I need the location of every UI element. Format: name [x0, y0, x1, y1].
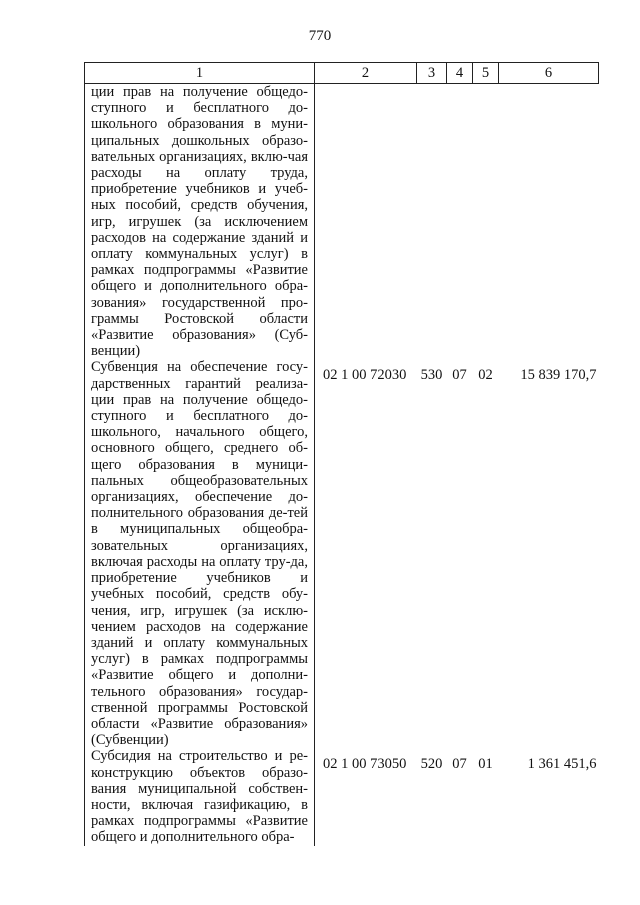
table-header-row: [85, 63, 599, 84]
page-number: 770: [308, 28, 332, 44]
row-amount: 1 361 451,6: [527, 756, 597, 773]
row-subsection: 02: [478, 367, 493, 384]
row-description: Субвенция на обеспечение госу-дарственных гарантий реализа-ции прав на получение общедо-ступного и бесплатного до-школьного, начального общего, основного общего, среднего об-щего образования в муници-пальных общеобразовательных организациях, обеспечение до-полнительного образования де-тей в муниципальных общеобра-зовательных организациях, включая расходы на оплату тру-да, приобретение учебников и учебных пособий, средств обу-чения, игр, игрушек (за исклю-чением расходов на содержание зданий и оплату коммунальных услуг) в рамках подпрограммы «Развитие общего и дополни-тельного образования» государ-ственной программы Ростовской области «Развитие образования» (Субвенции): [85, 359, 315, 748]
column-header-1: 1: [85, 63, 315, 84]
row-amount: [499, 84, 599, 360]
row-amount: 15 839 170,7: [520, 367, 597, 384]
row-description: Субсидия на строительство и ре-конструкцию объектов образо-вания муниципальной собствен-ности, включая газификацию, в рамках подпрограммы «Развитие общего и дополнительного обра-: [85, 748, 315, 845]
row-expense-type: [417, 84, 447, 360]
column-header-6: 6: [499, 63, 599, 84]
row-subsection: [473, 84, 499, 360]
row-code: 02 1 00 72030: [323, 367, 407, 384]
row-section: 07: [452, 756, 467, 773]
row-section: [447, 84, 473, 360]
row-expense-type: 520: [420, 756, 443, 773]
budget-table: [84, 62, 599, 846]
table-row: [85, 748, 599, 845]
table-row: [85, 359, 599, 748]
table-row: [85, 84, 599, 360]
column-header-3: 3: [417, 63, 447, 84]
row-description: ции прав на получение общедо-ступного и бесплатного до-школьного образования в муни-ципальных дошкольных образо-вательных организациях, вклю-чая расходы на оплату труда, приобретение учебников и учеб-ных пособий, средств обучения, игр, игрушек (за исключением расходов на содержание зданий и оплату коммунальных услуг) в рамках подпрограммы «Развитие общего и дополнительного обра-зования» государственной про-граммы Ростовской области «Развитие образования» (Суб-венции): [85, 84, 315, 360]
row-section: 07: [452, 367, 467, 384]
column-header-5: 5: [473, 63, 499, 84]
column-header-4: 4: [447, 63, 473, 84]
row-expense-type: 530: [420, 367, 443, 384]
column-header-2: 2: [315, 63, 417, 84]
row-code: [315, 84, 417, 360]
row-subsection: 01: [478, 756, 493, 773]
row-code: 02 1 00 73050: [323, 756, 407, 773]
